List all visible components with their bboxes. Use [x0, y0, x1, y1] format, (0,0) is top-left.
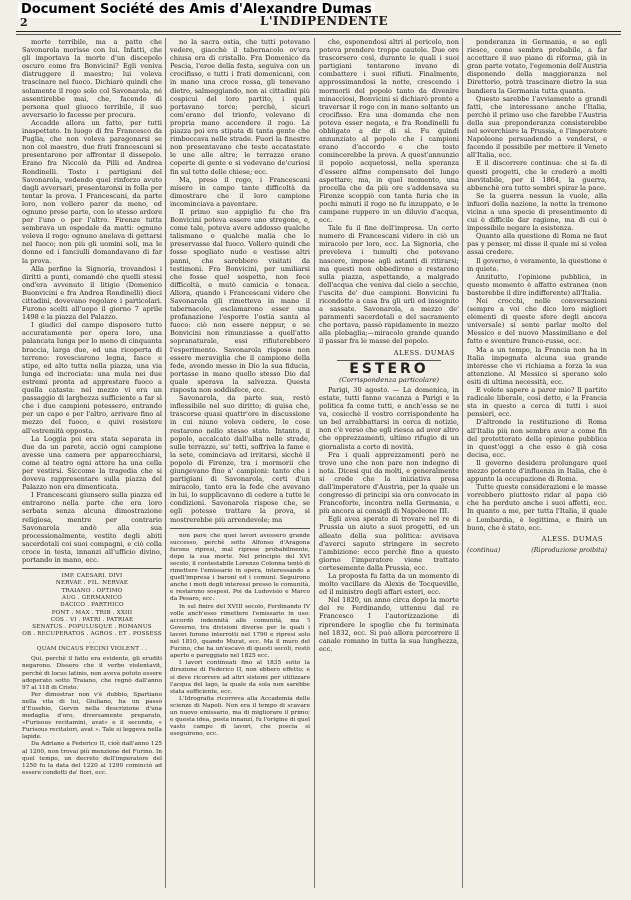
article-paragraph: no la sacra ostia, che tutti potevano vedere, giacchè il tabernacolo ov'era chiusa era di cristallo. Fra Domenico da Pescia, l'eroe della festa, seguiva con un crocifisso, e tutti i frati domenicani, con in mano una croce rossa, gli tenevano dietro, salmeggiando, non ai cittadini più cospicui del loro partito, i quali portavano torce; perchè, sicuri com'erano del trionfo, volevano di propria mano accendere il rogo. La piazza poi era stipata di tanta gente che rimboccava nelle strade. Fuori la finestre non presentavano che teste accatastate le une alle altre; le terrazze erano coperte di gente e si vedevano de'curiosi fin sul tetto delle chiese; ecc.	[170, 38, 310, 176]
footnote-paragraph: Per dimostrar non v'è dubbio, Spartiano nella vita di lui, Giuliano, ha un passo d'Eusebio, Gervin nella descrizione d'una medaglia d'oro, diversamente preparato, «Furisous recitamini, avat» e il secondo, « Furisous recitatori, avat ». Tale si leggeva nella lapide.	[22, 691, 162, 741]
article-paragraph: Savonarola, da parte sua, restò inflessibile nel suo diritto; di guisa che, trascorse quasi quattr'ore in discussione in cui niuno voleva cedere, le cose restarono nello stesso stato. Intanto, il popolo, accalcato dall'alba nelle strade, sulle terrazze, su' tetti, soffriva la fame e la sete, cominciava ad irritarsi, sicchè il popolo di Firenze, tra i mormorii che giungevano fino a' campioni: tanto che i partigiani di Savonarola, certi d'un miracolo, tanto era la fede che avevano in lui, lo supplicavano di cedere a tutte le condizioni. Savonarola rispose che, se egli potesse trattare la prova, si mostrerebbe più arrendevole; ma	[170, 394, 310, 524]
article-footer	[467, 546, 607, 554]
inscription-line: TRAIANO . OPTIMO	[61, 587, 123, 594]
inscription-line: AUG . GERMANICO	[61, 594, 123, 601]
article-paragraph: Ma a un tempo, la Francia non ha in Italia impegnata alcuna sua grande interesse che vi richiama a forza la sua attenzione. Al Messico si sperano solo esiti di ultima necessità, ecc.	[467, 345, 607, 386]
column-4	[467, 38, 607, 894]
footnote-paragraph: Da Adriano a Federico II, cioè dall'anno 125 al 1200, non trovai più menzione del Furino. In quel tempo, un decreto dell'imperatore del 1250 fu la data del 1220 al 1290 cominciò ad essere condotti da' fiori, ecc.	[22, 741, 162, 776]
newspaper-masthead: L'INDIPENDENTE	[260, 14, 389, 28]
article-paragraph: I giudici del campo disposero tutto accuratamente per opera loro, una palancata lunga per lo meno di cinquanta braccia, larga due, ed una ricoperta di terreno: rovesciarono legna, fasce e stipe, ed alto tutta nella piazza, una via lunga ed incrociata: una mula nei due estremi pronta ad apprestare fuoco a quella catasta: nel mezzo vi era un passaggio di larghezza sufficiente a far sì che i due campioni potessero, entrando per un capo e per l'altro, arrivare fino al mezzo del fuoco, e quivi resistere all'estremità opposta.	[22, 321, 162, 435]
author-signature: ALESS. DUMAS	[541, 534, 603, 543]
article-paragraph: morte terribile, ma a patto che Savonarola morisse con lui. Infatti, che gli importava la morte d'un discepolo oscuro come fra Bonvicini? Egli veniva distruggere il maestro; lui voleva trascinare nel fuoco. Dichiarò quindi che solamente il rogo solo col Savonarola, né assentirebbe mai, che, facendo di persona quel giuoco terribile, il suo avversario lo facesse per procura.	[22, 38, 162, 119]
article-paragraph: Accadde allora un fatto, per tutti inaspettato. In luogo di fra Francesco da Puglia, che non voleva paragonarsi se non col maestro, due frati francescani si presentarono per affrontar il dissepolo. Erano fra Niccolò da Pilli ed Andrea Rondinelli. Tosto i partigiani del Savonarola, vedendo quel rinforzo avuto dagli avversari, presentaronsi in folla per tentar la prova. I Francescani, da parte loro, non vollero parer da meno, ed ognuno prese parte, con lo stesso ardore per l'uno o per l'altro. Firenze tutta sembrava un ospedale da matti: ognuno voleva il rogo: ognuno anelava di gettarsi nel fuoco; non più gli uomini soli, ma le donne ed i fanciulli domandavano di far la prova.	[22, 118, 162, 265]
article-paragraph: La proposta fu fatta da un momento di molto vacillare da Alexis de Tocqueville, ed il ministro degli affari esteri, ecc.	[319, 572, 459, 597]
article-paragraph: Questo sarebbe l'avviamento a grandi fatti, che interessano anche l'Italia, perchè il primo uso che farebbe l'Austria della sua preponderanza consisterebbe nel soverchiare la Prussia, e l'imperatore Napoleone persuadendo a vendersi, e facendo il possibile per mettere il Veneto all'Italia, ecc.	[467, 94, 607, 160]
footnote-paragraph: In sul finire del XVIII secolo, Ferdinando IV volle anch'esso rimettere l'emissario in uso: accordò indennità alle comunità, ma 'l Governo, tra divisioni diverse per le quali i lavori furono interrotti nel 1790 e ripresi solo nel 1810, quando Murat, ecc. Ma il muro del Fucino, che ha un'escavo di questi secoli, restò aperto e pareggiato nel 1825 ecc.	[170, 603, 310, 660]
column-1	[22, 38, 162, 894]
reproduction-notice: (Riproduzione proibita)	[531, 545, 607, 554]
article-paragraph: Nel 1820, un anno circa dopo la morte del re Ferdinando, uttennu dal re Francesco I l'autorizzazione di riprendere le spoglie che fu terminata nel 1832, ecc. Si può allora percorrere il canale romano in tutta la sua lunghezza, ecc.	[319, 596, 459, 653]
inscription-line: SENATUS . POPULUSQUE . ROMANUS	[32, 624, 152, 631]
article-paragraph: ponderanza in Germania, e se egli riesce, come sembra probabile, a far accettare il suo piano di riforma, già in gran parte votato, l'egemonia dell'Austria disponendo della maggioranza nel Direttorio, potrà trascinare dietro la sua bandiera la Germania tutta quanta.	[467, 38, 607, 95]
page-number: 2	[20, 16, 28, 29]
article-paragraph: La Loggia poi era stata separata in due da un parete, acciò ogni campione avesse una camera per apparecchiarsi, come al teatro ogni attore ha una cella per vestirsi. Siccome la tragedia che si doveva rappresentare sulla piazza del Palazzo non era dimenticata.	[22, 434, 162, 492]
column-divider	[462, 38, 463, 888]
article-paragraph: Egli avea sperato di trovare nel re di Prussia un aiuto a suoi progetti, ed un alleato della sua politica: avvisava d'averci saputo stringere in secreto l'ambizione: ecco perchè fino a questo giorno l'imperatore viene trattato cortesemente dalla Prussia, ecc.	[319, 515, 459, 572]
footnote-paragraph: non pare che quei lavori avessero grande successo, perchè sotto Alfonso d'Aragona furono ripresi, mal riprese probabilmente, dopo la sua morte. Nel principio del XVI secolo, il contestabile Lorenzo Colonna tentò di rimettere l'emissario in opera, interessando a quell'impresa i baroni ed i comuni. Seguirono anche i moti degli interessi presso le comunità, e restarono sospesi. Poi da Ludovisio e Marco da Pesaro, ecc.	[170, 532, 310, 603]
article-paragraph: Anzitutto, l'opinione pubblica, in questo momento è affatto estranea (non basterebbe il dire indifferente) all'Italia.	[467, 272, 607, 297]
article-paragraph: Se la guerra nessun la vuole, alla infuori della nazione, la notte la tremono vicina a una specie di presentimento di cui è difficile dar ragione, ma di cui è impossibile negare la esistenza.	[467, 191, 607, 233]
column-divider	[314, 38, 315, 888]
article-paragraph: Alla perfine la Signoria, trovandosi i diritti a punti, comandò che quelli stessi ond'era avvenuto il litigio (Domenico Buonvicini e fra Andrea Rondinelli) dieci cittadini, dovevano regolare i particolari. Furono scelti all'uopo il giorno 7 aprile 1498 e la piazza del Palazzo.	[22, 264, 162, 322]
section-rule	[22, 568, 162, 569]
article-paragraph: I Francescani giunsero sulla piazza ed entrarono nella parte che era loro serbata senza alcuna dimostrazione religiosa, mentre per contrario Savonarola andò alla sua processionalmente, vestito degli abiti sacerdotali coi suoi compagni, e ciò colla croce in testa, innanzi all'ufficio divino, portando in mano, ecc.	[22, 491, 162, 564]
article-paragraph: Fra i quali apprezzamenti però ne trovo uno che non pare non indegno di nota. Dicesi qui da molti, e generalmente si crede che la iniziativa presa dall'imperatore d'Austria, per la quale un congresso di principi sia ora convocato in Francoforte, incontra nella Germania, e più ancora ai consigli di Napoleone III.	[319, 450, 459, 516]
article-paragraph: Tale fu il fine dell'impresa. Un certo numero di Francescani videro in ciò un miracolo per loro, ecc. La Signoria, che preveleva i tumulti che potevano nascere, impose agli astanti di ritirarsi; ma questi non obbedirono e restarono sulla piazza, aspettando, a malgrado dell'acqua che veniva dal cielo a secchie, l'uscita de' due campioni. Bonvicini fu ricondotto a casa fra gli urli ed insegnito a sassate. Savonarola, a mezzo de' paramenti sacerdotali e del sacramento che portava, passò rapidamente in mezzo alla plebaglia;—miracolo grande quando il passar fra le masse del popolo.	[319, 224, 459, 346]
section-subtitle: (Corrispondenza particolare)	[338, 375, 440, 384]
footnote-paragraph: I lavori continuati fino al 1835 sotto la direzione di Federico II, non ebbero effetto; e si deve ricorrere ad altri sistemi per utilizzare l'acqua del lago, la quale da sola non sarebbe stata sufficiente, ecc.	[170, 660, 310, 695]
article-paragraph: Il governo, è veramente, la questione è in quiete.	[467, 256, 607, 273]
footnote-paragraph: Qui, perchè il fatto era evidente, gli eruditi negarono. Dissero che il verbo violentavit, perchè di locus latinis, non aveva potuto essere adoperato sotto Traiano, che regnò dall'anno 97 al 118 di Cristo.	[22, 656, 162, 691]
header-rule	[16, 31, 621, 32]
article-paragraph: D'altronde la restituzione di Roma all'Italia più non sembra aver a come fin del protettorato della opinione pubblica in quest'oggi a che esso è già cosa decisa, ecc.	[467, 418, 607, 459]
header-rule-thin	[16, 34, 621, 35]
inscription-line: OB . RECUPERATOS . AGROS . ET . POSSESS . .	[22, 631, 162, 645]
section-rule	[170, 528, 310, 529]
column-divider	[165, 38, 166, 888]
column-2	[170, 38, 310, 894]
article-paragraph: che, esponendosi altri al pericolo, non poteva prendere troppe cautele. Due ore trascorsero così, durante le quali i suoi partigiani tentarono invano di combattere i suoi rifiuti. Finalmente, approssimandosi la notte, crescendo i mormorii del popolo tanto da divenire minacciosi, Bonvicini si dichiarò pronto a traversar il rogo con in mano soltanto un crocifisso. Era una domanda che non poteva esser negata, e fra Rondinelli fu obbligato a dir di sì. Fu quindi annunziato al popolo che i campioni erano d'accordo e che tosto comincerebbe la prova. A quest'annunzio il popolo acquetossi, nella speranza d'essere alfine compensato del lungo aspettare; ma, in quel momento, una procella che da più ore s'addensava su Firenze scoppiò con tanta furia che in pochi minuti il rogo ne fu inzuppato, e le campane ruppero in un diluvio d'acqua, ecc.	[319, 38, 459, 225]
article-paragraph: Ma, preso il rogo, i Francescani misero in campo tante difficoltà da dimostrare che il loro campione incominciava a paventare.	[170, 175, 310, 208]
inscription-line: QUAM INCAUS FECINI VIOLENT . .	[36, 646, 148, 653]
article-paragraph: Quanto alla questione di Roma ne faut pas y penser, mi disse il quale mi si volea assai credere.	[467, 232, 607, 257]
article-paragraph: Tutte queste considerazioni e le masse vorrebbero piuttosto ridar al papa ciò che ha perduto anche i suoi affetti, ecc. In quanto a me, per tutta l'Italia, il quale e Lombardia, è legittima, e finirà un buon, che è stato, ecc.	[467, 483, 607, 532]
column-3	[319, 38, 459, 894]
inscription-line: NERVAE . FIL. NERVAE	[55, 580, 129, 587]
latin-inscription	[22, 573, 162, 653]
article-paragraph: Il primo suo appiglio fu che fra Bonvicini poteva essere uno stregone, e, come tale, poteva avere addosso qualche talismano o qualche malia che lo preservasse dal fuoco. Vollero quindi che fosse spogliato nudo e vestisse altri panni, che sarebbero visitati da testimoni. Fra Bonvicini, per umiliarsi che fosse quel sospetto, non fece difficoltà, e mutò camicia e tonaca. Allora, quando i Francescani videro che Savonarola gli rimetteva in mano il tabernacolo, esclamarono esser una profanazione l'esporre l'ostia santa al fuoco: ciò non essere neppur, e se Bonvicini non rinunziasse a quell'atto sopranaturale, essi rifiuterebbero l'esperimento. Savonarola rispose non essere meraviglia che il campione della fede, avendo messo in Dio la sua fiducia, portasse in mano quello stesso Dio dal quale sperava la salvezza. Questa risposta non soddisfece, ecc.	[170, 207, 310, 395]
continua-label: (continua)	[467, 545, 501, 554]
inscription-line: DACICO . PARTHICO	[60, 602, 124, 609]
author-signature: ALESS. DUMAS	[393, 348, 455, 357]
article-paragraph: E volete sapere a parer mio? Il partito radicale liberale, così detto, e la Francia sta in questo a cerca di tutti i suoi pensieri, ecc.	[467, 386, 607, 419]
footnote-paragraph: L'Idrografia ricorreva alla Accademia delle scienze di Napoli. Non era il tempo di scavare un nuovo emissario, ma di migliorare il primo; e questa idea, posta innanzi, fu l'origine di quel vasto campo di lavori, che poscia si eseguirono, ecc.	[170, 695, 310, 738]
inscription-line: IMP. CAESARI. DIVI	[61, 573, 123, 580]
inscription-line: COS . VI . PATRI . PATRIAE	[50, 616, 134, 623]
article-paragraph: Il governo desidera prolungare quel mezzo potente d'influenza in Italia, che è appunto la occupazione di Roma.	[467, 458, 607, 484]
section-title-estero: ESTERO	[349, 360, 429, 377]
article-paragraph: E il discorrere continua: che si fa di questi progetti, che le crederò a molti inevitabile, per il 1864, la guerra, abbenchè ora tutto sembri spirar la pace.	[467, 159, 607, 192]
inscription-line: PONT . MAX . TRIB . XXIII	[51, 609, 133, 616]
article-paragraph: Nei crocchi, nelle conversazioni (sempre a voi che dico loro migliori elementi di queste sfere degli ancora universale) si sente parlar molto del Messico e del nuovo Massimiliano e del fatto e sventure franco-russe, ecc.	[467, 297, 607, 346]
document-label: Document Société des Amis d'Alexandre Dumas	[18, 2, 375, 18]
article-paragraph: Parigi, 30 agosto. — La domenica, in estate, tutti fanno vacanza a Parigi e la politica fa come tutti, e anch'essa se ne va, cosicchè il vostro corrispondente ha un bel arrabbattarsi in cerca di notizie, non c'è verso che egli riesca ad aver altro che opprezzamenti, ultimo rifugio di un giornalista a corto di novità.	[319, 385, 459, 451]
